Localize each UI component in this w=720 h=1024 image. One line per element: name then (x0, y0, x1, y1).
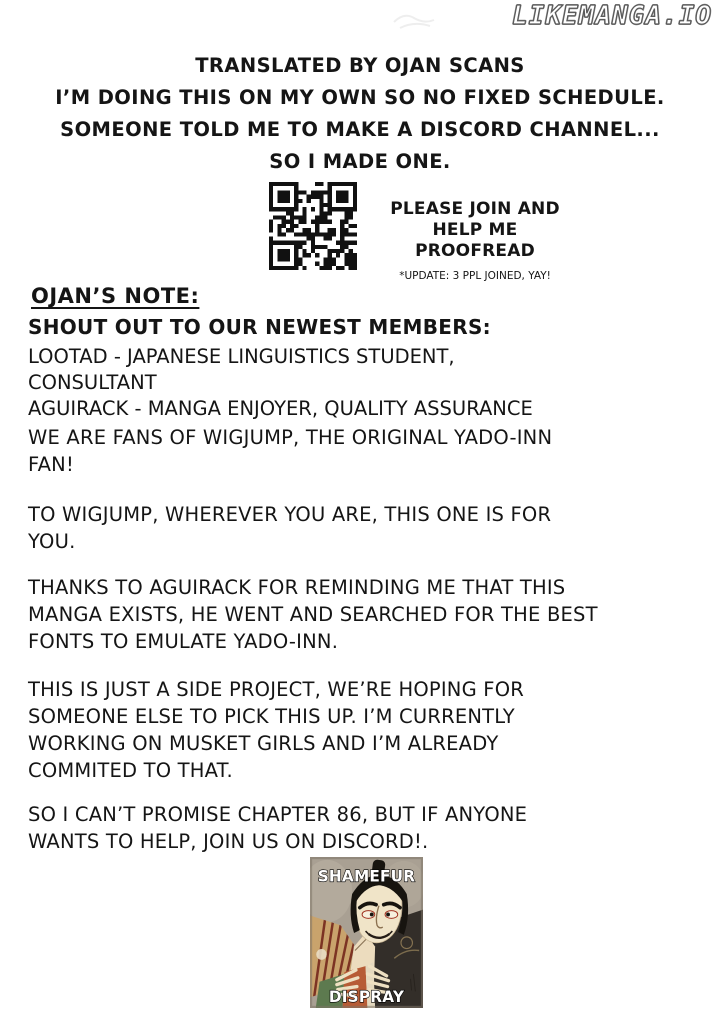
meme-top-text: SHAMEFUR (317, 867, 416, 886)
qr-code-icon (269, 182, 357, 270)
header-line: TRANSLATED BY OJAN SCANS (195, 54, 525, 77)
paragraph-line: THANKS TO AGUIRACK FOR REMINDING ME THAT THIS (28, 576, 566, 599)
qr-update-note: *UPDATE: 3 PPL JOINED, YAY! (399, 270, 551, 282)
meme-bottom-text: DISPRAY (328, 988, 405, 1007)
paragraph-side-project (28, 676, 524, 784)
paragraph-wigjump-fans (28, 424, 552, 478)
qr-caption (370, 199, 580, 287)
ojans-note-section (28, 283, 533, 422)
paragraph-line: WANTS TO HELP, JOIN US ON DISCORD!. (28, 830, 429, 853)
site-logo: LIKEMANGA.IO (512, 1, 712, 31)
shoutout-heading: SHOUT OUT TO OUR NEWEST MEMBERS: (28, 315, 491, 339)
paragraph-line: MANGA EXISTS, HE WENT AND SEARCHED FOR THE BEST (28, 603, 598, 626)
shamefur-dispray-meme (310, 857, 423, 1008)
qr-caption-line: HELP ME PROOFREAD (415, 220, 535, 261)
paragraph-dedication (28, 501, 551, 555)
paragraph-line: YOU. (28, 530, 76, 553)
member-credit: LOOTAD - JAPANESE LINGUISTICS STUDENT, (28, 345, 455, 368)
member-credit: AGUIRACK - MANGA ENJOYER, QUALITY ASSURANCE (28, 397, 533, 420)
header-line: SOMEONE TOLD ME TO MAKE A DISCORD CHANNEL... (60, 118, 660, 141)
header-line: SO I MADE ONE. (269, 150, 451, 173)
qr-caption-line: PLEASE JOIN AND (390, 199, 560, 219)
scan-artifact (388, 4, 458, 34)
paragraph-line: SO I CAN’T PROMISE CHAPTER 86, BUT IF ANYONE (28, 803, 528, 826)
paragraph-line: SOMEONE ELSE TO PICK THIS UP. I’M CURRENTLY (28, 705, 515, 728)
note-title: OJAN’S NOTE: (31, 284, 200, 308)
paragraph-line: TO WIGJUMP, WHEREVER YOU ARE, THIS ONE IS FOR (28, 503, 552, 526)
paragraph-line: WORKING ON MUSKET GIRLS AND I’M ALREADY (28, 732, 499, 755)
paragraph-line: FONTS TO EMULATE YADO-INN. (28, 630, 339, 653)
header-line: I’M DOING THIS ON MY OWN SO NO FIXED SCHEDULE. (55, 86, 665, 109)
paragraph-line: WE ARE FANS OF WIGJUMP, THE ORIGINAL YADO-INN (28, 426, 553, 449)
paragraph-line: THIS IS JUST A SIDE PROJECT, WE’RE HOPING FOR (28, 678, 524, 701)
paragraph-thanks-aguirack (28, 574, 598, 655)
member-credit: CONSULTANT (28, 371, 157, 394)
paragraph-line: COMMITED TO THAT. (28, 759, 233, 782)
paragraph-line: FAN! (28, 453, 74, 476)
translator-header-note (0, 50, 720, 178)
paragraph-chapter-86 (28, 801, 527, 855)
ukiyoe-print-image (310, 857, 423, 1008)
sleeve-crest (316, 949, 327, 960)
